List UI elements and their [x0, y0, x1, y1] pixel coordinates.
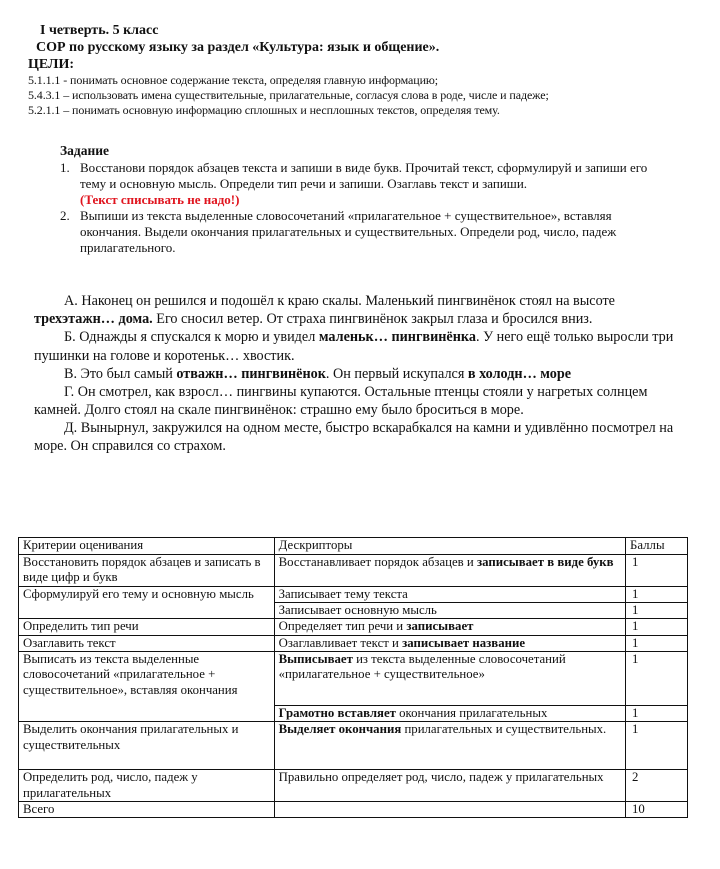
- criterion-cell: Определить род, число, падеж у прилагательных: [19, 770, 275, 802]
- paragraph-a: [34, 292, 684, 328]
- paragraph-text: А. Наконец он решился и подошёл к краю скалы. Маленький пингвинёнок стоял на высоте: [64, 293, 615, 309]
- paragraph-b: [34, 328, 684, 364]
- column-header: Критерии оценивания: [19, 538, 275, 555]
- table-row: [19, 635, 688, 651]
- descriptor-text: Озаглавливает текст и: [278, 635, 403, 650]
- total-score: 10: [626, 802, 688, 818]
- descriptor-bold: Грамотно вставляет: [278, 706, 396, 721]
- score-cell: 1: [626, 555, 688, 587]
- task-list: [60, 160, 675, 255]
- descriptor-cell: [274, 722, 625, 770]
- criterion-cell: Определить тип речи: [19, 619, 275, 635]
- paragraph-text: В. Это был самый: [64, 365, 177, 382]
- criterion-cell: Сформулируй его тему и основную мысль: [19, 586, 275, 619]
- criterion-cell: Озаглавить текст: [19, 635, 275, 651]
- highlighted-phrase: отважн… пингвинёнок: [176, 365, 326, 382]
- table-row: [19, 652, 688, 706]
- goal-item: 5.2.1.1 – понимать основную информацию сплошных и несплошных текстов, определяя тему.: [28, 103, 500, 118]
- descriptor-bold: Выделяет окончания: [278, 722, 402, 737]
- total-label: Всего: [19, 802, 275, 818]
- paragraph-d: Д. Вынырнул, закружился на одном месте, быстро вскарабкался на камни и удивлённо посмотрел на море. Он справился со страхом.: [34, 420, 674, 455]
- paragraph-v: [34, 365, 684, 383]
- paragraph-text: . У него ещё только выросли три пушинки на голове и коротеньк… хвостик.: [34, 329, 674, 364]
- criterion-cell: Выделить окончания прилагательных и существительных: [19, 722, 275, 770]
- column-header: Дескрипторы: [274, 538, 625, 555]
- descriptor-bold: Выписывает: [278, 652, 353, 667]
- descriptor-cell: [274, 652, 625, 706]
- table-row: [19, 770, 688, 802]
- task-note: (Текст списывать не надо!): [80, 192, 240, 208]
- score-cell: 1: [626, 706, 688, 722]
- paragraph-text: Его сносил ветер. От страха пингвинёнок закрыл глаза и бросился вниз.: [152, 311, 593, 328]
- score-cell: 1: [626, 652, 688, 706]
- table-total-row: [19, 802, 688, 818]
- descriptor-cell: [274, 635, 625, 651]
- goal-item: 5.4.3.1 – использовать имена существительные, прилагательные, согласуя слова в роде, числе и падеже;: [28, 88, 549, 103]
- descriptor-bold: записывает название: [402, 635, 526, 650]
- highlighted-phrase: в холодн… море: [467, 365, 572, 382]
- descriptor-text: окончания прилагательных: [395, 706, 548, 721]
- quarter-grade: I четверть. 5 класс: [40, 23, 159, 38]
- score-cell: 1: [626, 603, 688, 619]
- score-cell: 1: [626, 722, 688, 770]
- score-cell: 1: [626, 635, 688, 651]
- criterion-cell: Восстановить порядок абзацев и записать в виде цифр и букв: [19, 555, 275, 587]
- table-row: [19, 722, 688, 770]
- descriptor-cell: [274, 706, 625, 722]
- highlighted-phrase: маленьк… пингвинёнка: [318, 329, 476, 346]
- descriptor-text: из текста выделенные словосочетаний «прилагательное + существительное»: [278, 652, 566, 682]
- criterion-cell: Выписать из текста выделенные словосочетаний «прилагательное + существительное», вставляя окончания: [19, 652, 275, 722]
- empty-cell: [274, 802, 625, 818]
- table-row: [19, 619, 688, 635]
- table-row: [19, 555, 688, 587]
- task-item-number: 1.: [60, 160, 70, 176]
- descriptor-cell: Правильно определяет род, число, падеж у прилагательных: [274, 770, 625, 802]
- worksheet-header: [28, 22, 698, 118]
- score-cell: 1: [626, 619, 688, 635]
- reading-text: [34, 292, 684, 456]
- descriptor-text: Восстанавливает порядок абзацев и: [278, 555, 477, 569]
- goal-item: 5.1.1.1 - понимать основное содержание текста, определяя главную информацию;: [28, 73, 439, 88]
- descriptor-cell: Записывает основную мысль: [274, 603, 625, 619]
- score-cell: 2: [626, 770, 688, 802]
- task-item-2: [60, 208, 675, 256]
- task-section: [60, 143, 675, 256]
- task-item-number: 2.: [60, 208, 70, 224]
- assessment-title: СОР по русскому языку за раздел «Культура: язык и общение».: [36, 40, 440, 56]
- column-header: Баллы: [626, 538, 688, 555]
- goals-title: ЦЕЛИ:: [28, 57, 75, 73]
- descriptor-text: Определяет тип речи и: [278, 619, 407, 634]
- descriptor-cell: Записывает тему текста: [274, 586, 625, 602]
- table-header-row: [19, 538, 688, 555]
- task-title: Задание: [60, 143, 110, 158]
- task-item-text: Выпиши из текста выделенные словосочетаний «прилагательное + существительное», вставляя окончания. Выдели окончания прилагательных и существительных. Определи род, число, падеж прилагательного.: [80, 208, 617, 255]
- table-row: [19, 586, 688, 602]
- score-cell: 1: [626, 586, 688, 602]
- criteria-table: [18, 537, 688, 818]
- descriptor-text: прилагательных и существительных.: [401, 722, 607, 737]
- descriptor-cell: [274, 619, 625, 635]
- highlighted-phrase: трехэтажн… дома.: [34, 311, 153, 328]
- paragraph-g: Г. Он смотрел, как взросл… пингвины купаются. Остальные птенцы стояли у нагретых солнцем камней. Долго стоял на скале пингвинёнок: страшно ему было броситься в море.: [34, 383, 648, 419]
- task-item-1: [60, 160, 675, 208]
- descriptor-bold: записывает: [406, 619, 474, 634]
- paragraph-text: . Он первый искупался: [325, 365, 468, 382]
- paragraph-text: Б. Однажды я спускался к морю и увидел: [64, 329, 319, 346]
- task-item-text: Восстанови порядок абзацев текста и запиши в виде букв. Прочитай текст, сформулируй и запиши его тему и основную мысль. Определи тип речи и запиши. Озаглавь текст и запиши.: [80, 160, 648, 192]
- descriptor-cell: [274, 555, 625, 587]
- descriptor-bold: записывает в виде букв: [476, 555, 614, 569]
